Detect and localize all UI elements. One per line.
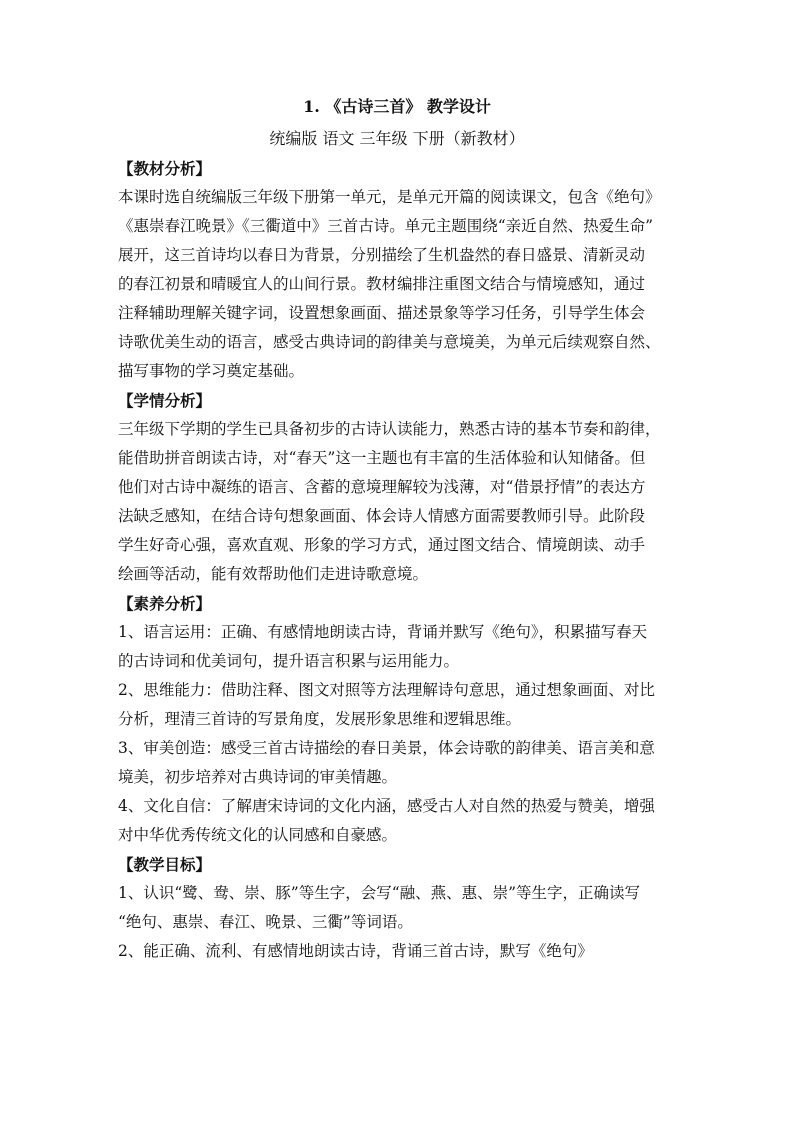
- paragraph-line: 的古诗词和优美词句，提升语言积累与运用能力。: [118, 652, 460, 670]
- section-heading: 【学情分析】: [118, 391, 212, 410]
- section-heading: 【教材分析】: [118, 159, 212, 178]
- paragraph-line: “绝句、惠崇、春江、晚景、三衢”等词语。: [118, 913, 413, 931]
- paragraph-line: 注释辅助理解关键字词，设置想象画面、描述景象等学习任务，引导学生体会: [118, 304, 646, 322]
- paragraph-line: 2、思维能力：借助注释、图文对照等方法理解诗句意思，通过想象画面、对比: [118, 681, 655, 699]
- paragraph-line: 绘画等活动，能有效帮助他们走进诗歌意境。: [118, 565, 429, 583]
- document-title: 1. 《古诗三首》 教学设计: [303, 97, 491, 116]
- section-heading: 【教学目标】: [118, 855, 212, 874]
- paragraph-line: 3、审美创造：感受三首古诗描绘的春日美景，体会诗歌的韵律美、语言美和意: [118, 739, 655, 757]
- paragraph-line: 他们对古诗中凝练的语言、含蓄的意境理解较为浅薄，对“借景抒情”的表达方: [118, 478, 646, 496]
- document-subtitle: 统编版 语文 三年级 下册（新教材）: [269, 129, 525, 148]
- paragraph-line: 诗歌优美生动的语言，感受古典诗词的韵律美与意境美，为单元后续观察自然、: [118, 333, 661, 351]
- paragraph-line: 本课时选自统编版三年级下册第一单元，是单元开篇的阅读课文，包含《绝句》: [118, 188, 661, 206]
- paragraph-line: 分析，理清三首诗的写景角度，发展形象思维和逻辑思维。: [118, 710, 522, 728]
- paragraph-line: 描写事物的学习奠定基础。: [118, 362, 305, 380]
- document-body: [118, 154, 688, 966]
- paragraph-line: 法缺乏感知，在结合诗句想象画面、体会诗人情感方面需要教师引导。此阶段: [118, 507, 646, 525]
- paragraph-line: 展开，这三首诗均以春日为背景，分别描绘了生机盎然的春日盛景、清新灵动: [118, 246, 646, 264]
- paragraph-line: 《惠崇春江晚景》《三衢道中》三首古诗。单元主题围绕“亲近自然、热爱生命”: [118, 217, 654, 235]
- section-heading: 【素养分析】: [118, 594, 212, 613]
- paragraph-line: 的春江初景和晴暖宜人的山间行景。教材编排注重图文结合与情境感知，通过: [118, 275, 646, 293]
- paragraph-line: 学生好奇心强，喜欢直观、形象的学习方式，通过图文结合、情境朗读、动手: [118, 536, 646, 554]
- paragraph-line: 1、认识“鹭、鸯、崇、豚”等生字，会写“融、燕、惠、崇”等生字，正确读写: [118, 884, 641, 902]
- paragraph-line: 1、语言运用：正确、有感情地朗读古诗，背诵并默写《绝句》，积累描写春天: [118, 623, 648, 641]
- paragraph-line: 能借助拼音朗读古诗，对“春天”这一主题也有丰富的生活体验和认知储备。但: [118, 449, 646, 467]
- paragraph-line: 境美，初步培养对古典诗词的审美情趣。: [118, 768, 398, 786]
- paragraph-line: 2、能正确、流利、有感情地朗读古诗，背诵三首古诗，默写《绝句》: [118, 942, 593, 960]
- paragraph-line: 对中华优秀传统文化的认同感和自豪感。: [118, 826, 398, 844]
- paragraph-line: 4、文化自信：了解唐宋诗词的文化内涵，感受古人对自然的热爱与赞美，增强: [118, 797, 655, 815]
- paragraph-line: 三年级下学期的学生已具备初步的古诗认读能力，熟悉古诗的基本节奏和韵律，: [118, 420, 661, 438]
